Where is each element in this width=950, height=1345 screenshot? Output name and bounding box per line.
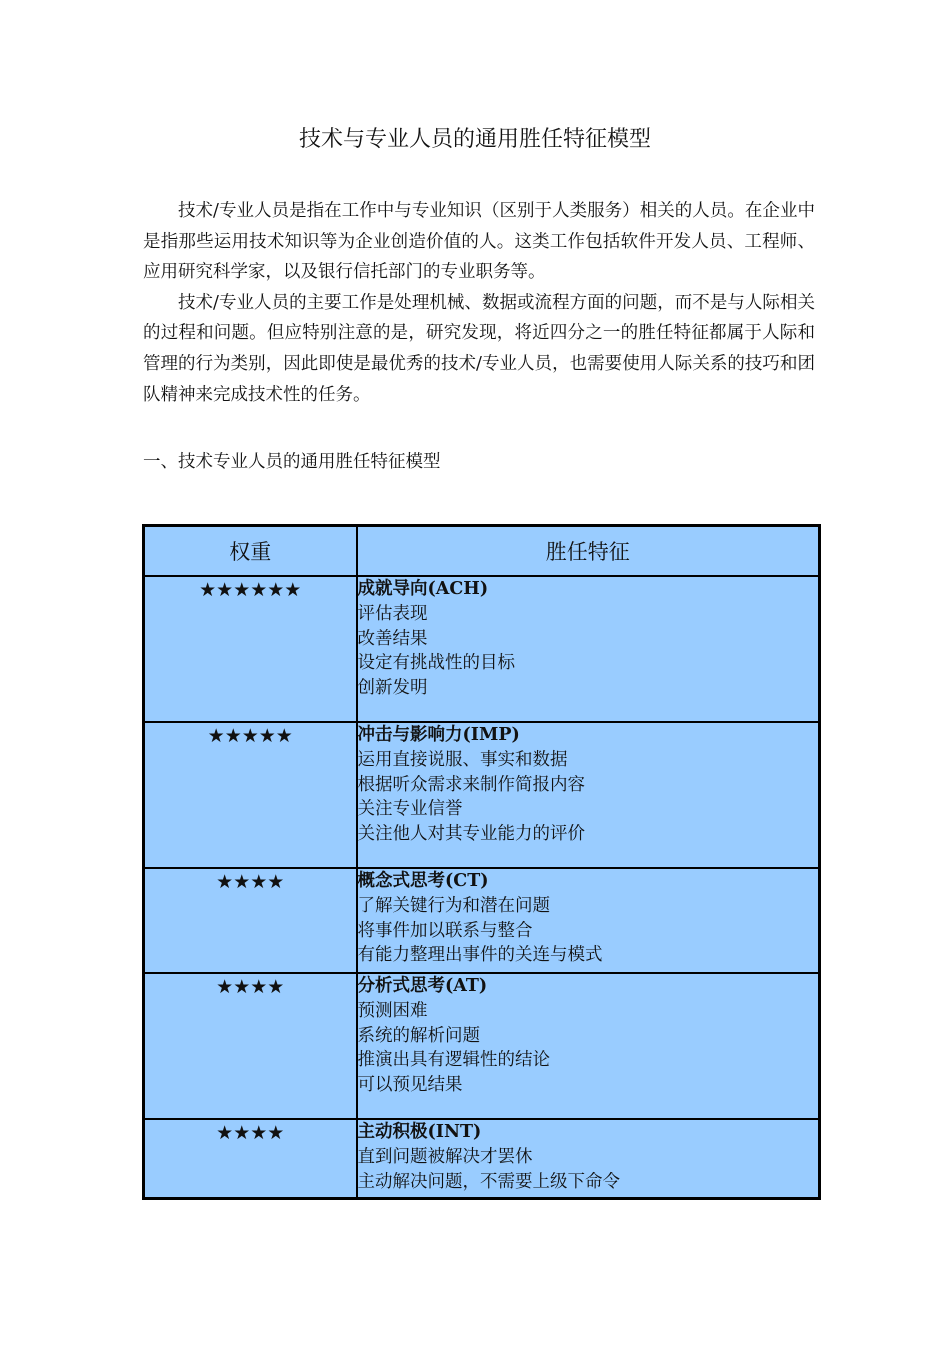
competency-name: 主动积极(INT) xyxy=(357,1122,482,1142)
competency-table xyxy=(142,524,821,1200)
competency-item: 主动解决问题，不需要上级下命令 xyxy=(357,1171,620,1192)
competency-item: 直到问题被解决才罢休 xyxy=(357,1146,533,1167)
competency-cell xyxy=(357,722,820,868)
competency-item: 了解关键行为和潜在问题 xyxy=(357,895,550,916)
competency-cell xyxy=(357,576,820,722)
competency-item: 改善结果 xyxy=(357,628,428,649)
competency-item: 可以预见结果 xyxy=(357,1075,463,1096)
table-row xyxy=(144,722,820,868)
paragraph-2: 技术/专业人员的主要工作是处理机械、数据或流程方面的问题，而不是与人际相关的过程和问题。但应特别注意的是，研究发现，将近四分之一的胜任特征都属于人际和管理的行为类别，因此即使是最优秀的技术/专业人员，也需要使用人际关系的技巧和团队精神来完成技术性的任务。 xyxy=(143,292,815,405)
intro-text xyxy=(143,196,815,410)
weight-stars: ★★★★ xyxy=(144,1119,357,1199)
competency-name: 成就导向(ACH) xyxy=(357,579,489,599)
weight-stars: ★★★★★★ xyxy=(144,576,357,722)
table-row xyxy=(144,1119,820,1199)
competency-item: 根据听众需求来制作简报内容 xyxy=(357,774,585,795)
document-title: 技术与专业人员的通用胜任特征模型 xyxy=(298,127,651,152)
competency-item: 创新发明 xyxy=(357,678,428,699)
section-heading: 一、技术专业人员的通用胜任特征模型 xyxy=(143,452,441,472)
competency-cell xyxy=(357,1119,820,1199)
competency-item: 推演出具有逻辑性的结论 xyxy=(357,1050,550,1071)
competency-cell xyxy=(357,973,820,1119)
competency-name: 冲击与影响力(IMP) xyxy=(357,725,520,745)
table-header-row xyxy=(144,526,820,577)
header-competency: 胜任特征 xyxy=(357,526,820,577)
table-row xyxy=(144,973,820,1119)
competency-item: 设定有挑战性的目标 xyxy=(357,653,515,674)
competency-cell xyxy=(357,868,820,973)
competency-item: 关注他人对其专业能力的评价 xyxy=(357,824,585,845)
header-weight: 权重 xyxy=(144,526,357,577)
paragraph-1: 技术/专业人员是指在工作中与专业知识（区别于人类服务）相关的人员。在企业中是指那些运用技术知识等为企业创造价值的人。这类工作包括软件开发人员、工程师、应用研究科学家，以及银行信托部门的专业职务等。 xyxy=(143,201,815,283)
competency-item: 将事件加以联系与整合 xyxy=(357,920,533,941)
competency-item: 运用直接说服、事实和数据 xyxy=(357,749,568,770)
weight-stars: ★★★★ xyxy=(144,973,357,1119)
weight-stars: ★★★★★ xyxy=(144,722,357,868)
table-row xyxy=(144,868,820,973)
competency-item: 预测困难 xyxy=(357,1000,428,1021)
competency-item: 评估表现 xyxy=(357,603,428,624)
competency-item: 系统的解析问题 xyxy=(357,1025,480,1046)
competency-name: 概念式思考(CT) xyxy=(357,871,489,891)
weight-stars: ★★★★ xyxy=(144,868,357,973)
table-row xyxy=(144,576,820,722)
competency-item: 有能力整理出事件的关连与模式 xyxy=(357,945,603,966)
competency-name: 分析式思考(AT) xyxy=(357,976,488,996)
competency-item: 关注专业信誉 xyxy=(357,799,463,820)
